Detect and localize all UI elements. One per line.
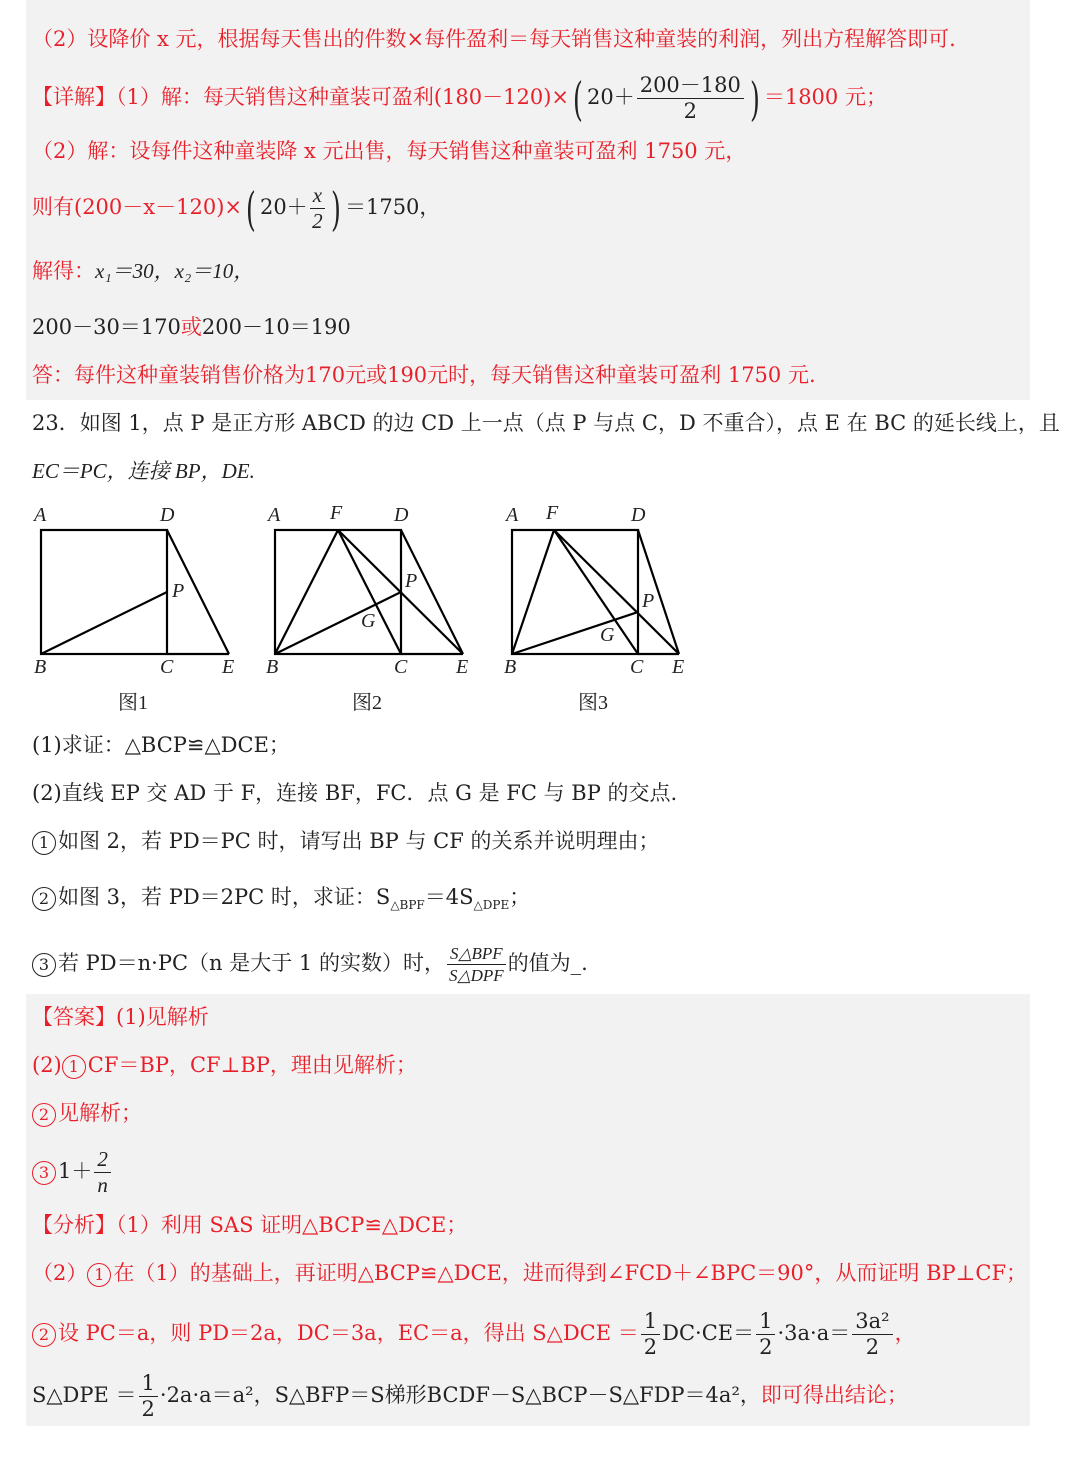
part-1: (1)求证：△BCP≌△DCE； — [32, 733, 290, 757]
solution-line-1: （2）设降价 x 元，根据每天售出的件数×每件盈利＝每天销售这种童装的利润，列出方程解答即可. — [32, 27, 956, 51]
fig3-label-D: D — [631, 504, 646, 526]
fraction: $\frac{2}{n}$ — [94, 1149, 111, 1196]
answer-line-2: (2) 1 CF＝BP，CF⊥BP，理由见解析； — [32, 1053, 417, 1077]
fig1-label-C: C — [160, 656, 174, 678]
fraction: $\frac{1}{2}$ — [756, 1311, 775, 1358]
ratio-fraction: $\frac{\text{S△BPF}}{\text{S△DPF}}$ — [447, 945, 506, 984]
fig2-label-C: C — [394, 656, 408, 678]
fig1-caption: 图1 — [118, 692, 148, 714]
answer-line-1: 【答案】(1)见解析 — [32, 1005, 209, 1029]
circled-number: 1 — [32, 831, 56, 855]
part-2-2: 2 如图 3，若 PD＝2PC 时，求证：$S_{\triangle BPF}=4S_{\triangle DPE}$； — [32, 882, 530, 920]
fraction: $\frac{1}{2}$ — [139, 1373, 158, 1420]
fig3-caption: 图3 — [578, 692, 608, 714]
fig3-label-G: G — [600, 624, 615, 646]
figure-1 — [41, 530, 229, 654]
fig3-label-C: C — [630, 656, 644, 678]
solution-line-4: 则有(200－x－120)×( 20＋ $\frac{x}{2}$ ) ＝1750， — [32, 181, 441, 236]
figure-2 — [275, 530, 463, 654]
analysis-tag: 【分析】 — [32, 1213, 116, 1237]
solution-line-3: （2）解：设每件这种童装降 x 元出售，每天销售这种童装可盈利 1750 元， — [32, 139, 747, 163]
fig1-label-B: B — [34, 656, 47, 678]
solution-line-2: 【详解】（1）解：每天销售这种童装可盈利(180－120)×( 20＋ $\frac{200-180}{2}$ ) ＝1800 元； — [32, 71, 887, 126]
fig1-label-E: E — [222, 656, 235, 678]
part-2-1: 1 如图 2，若 PD＝PC 时，请写出 BP 与 CF 的关系并说明理由； — [32, 826, 659, 856]
analysis-line-3: 2 设 PC＝a，则 PD＝2a，DC＝3a，EC＝a，得出 S△DCE ＝ $\frac{1}{2}$ DC·CE＝ $\frac{1}{2}$ ·3a·a＝ $\frac{\text{3a²}}{2}$ ， — [32, 1306, 916, 1360]
fraction: $\frac{1}{2}$ — [641, 1311, 660, 1358]
part-2: (2)直线 EP 交 AD 于 F，连接 BF，FC．点 G 是 FC 与 BP 的交点. — [32, 781, 678, 805]
fig3-label-E: E — [672, 656, 685, 678]
answer-tag: 【答案】 — [32, 1005, 116, 1029]
fig2-label-D: D — [394, 504, 409, 526]
fig2-label-G: G — [361, 610, 376, 632]
fig1-label-A: A — [34, 504, 47, 526]
fig1-label-P: P — [172, 580, 185, 602]
fraction: $\frac{\text{3a²}}{2}$ — [852, 1311, 892, 1358]
fig3-label-F: F — [546, 502, 559, 524]
analysis-line-4: S△DPE ＝ $\frac{1}{2}$ ·2a·a＝a²，S△BFP＝S梯形BCDF－S△BCP－S△FDP＝4a²，即可得出结论； — [32, 1371, 908, 1421]
fig3-label-A: A — [506, 504, 519, 526]
fig2-label-B: B — [266, 656, 279, 678]
circled-number: 1 — [87, 1263, 111, 1287]
fig1-label-D: D — [160, 504, 175, 526]
answer-line-3: 2 见解析； — [32, 1098, 142, 1128]
fig3-label-P: P — [642, 590, 655, 612]
fig3-label-B: B — [504, 656, 517, 678]
fig2-label-E: E — [456, 656, 469, 678]
solution-line-7: 答：每件这种童装销售价格为170元或190元时，每天销售这种童装可盈利 1750 元. — [32, 363, 816, 387]
problem-line-2: EC＝PC，连接 BP，DE. — [32, 459, 255, 483]
fraction: $\frac{x}{2}$ — [310, 185, 325, 232]
solution-line-5: 解得：x₁＝30，x₂＝10， — [32, 259, 255, 283]
fraction: $\frac{200-180}{2}$ — [637, 75, 744, 122]
detail-tag: 【详解】 — [32, 85, 116, 109]
fig2-label-P: P — [405, 570, 418, 592]
fig2-caption: 图2 — [352, 692, 382, 714]
geometry-figures — [0, 500, 1080, 720]
problem-line-1: 23．如图 1，点 P 是正方形 ABCD 的边 CD 上一点（点 P 与点 C，D 不重合），点 E 在 BC 的延长线上，且 — [32, 411, 1060, 435]
circled-number: 3 — [32, 1161, 56, 1185]
analysis-line-2: （2） 1 在（1）的基础上，再证明△BCP≌△DCE，进而得到∠FCD＋∠BPC＝90°，从而证明 BP⊥CF； — [32, 1261, 1028, 1285]
part-2-3: 3 若 PD＝n·PC（n 是大于 1 的实数）时， $\frac{\text{S△BPF}}{\text{S△DPF}}$ 的值为_. — [32, 936, 588, 990]
solution-line-6: 200－30＝170或200－10＝190 — [32, 315, 351, 339]
analysis-line-1: 【分析】（1）利用 SAS 证明△BCP≌△DCE； — [32, 1213, 468, 1237]
circled-number: 3 — [32, 953, 56, 977]
circled-number: 2 — [32, 887, 56, 911]
answer-line-4: 3 1＋ $\frac{2}{n}$ — [32, 1144, 113, 1198]
circled-number: 2 — [32, 1103, 56, 1127]
circled-number: 2 — [32, 1323, 56, 1347]
circled-number: 1 — [62, 1055, 86, 1079]
fig2-label-F: F — [330, 502, 343, 524]
fig2-label-A: A — [268, 504, 281, 526]
